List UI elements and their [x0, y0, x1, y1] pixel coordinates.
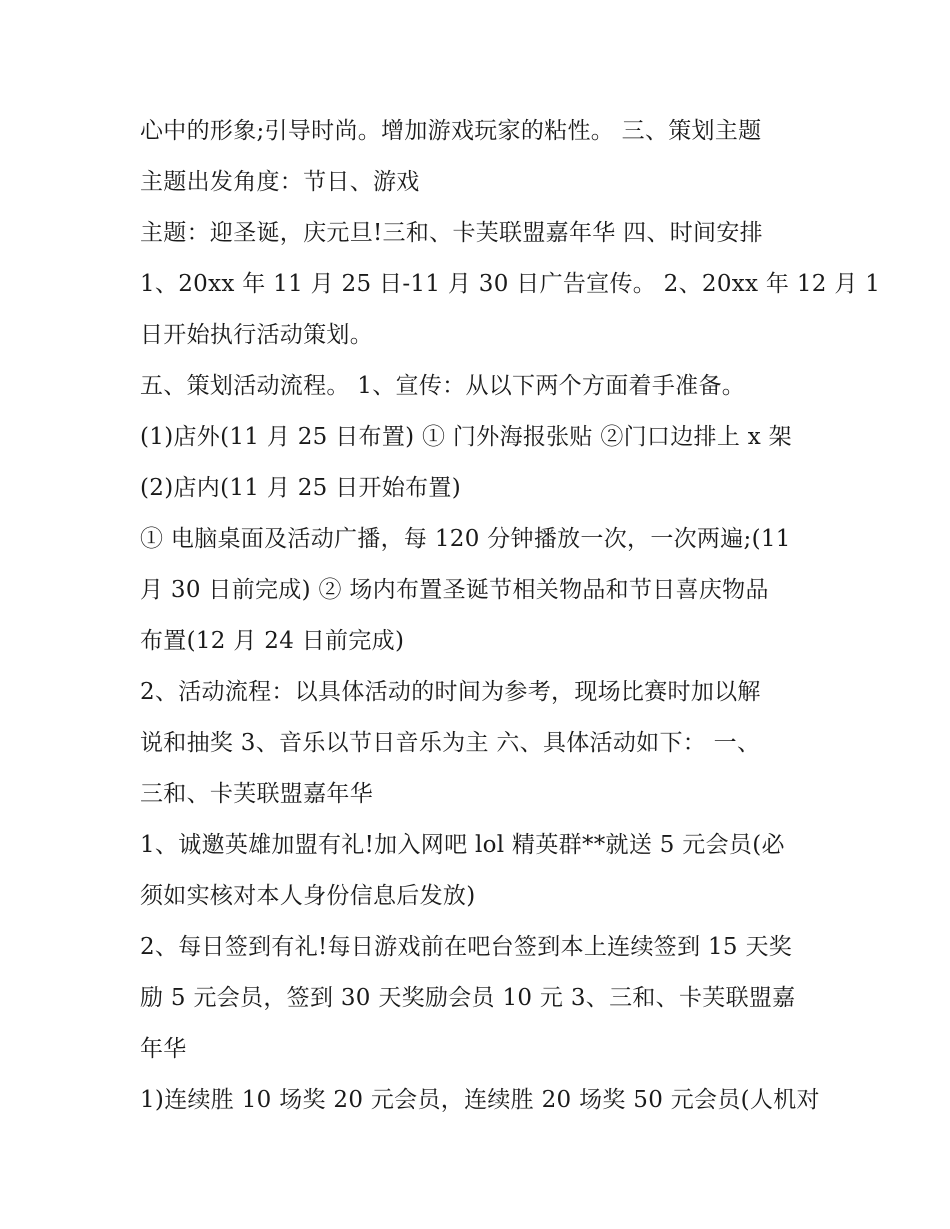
- text-line: 须如实核对本人身份信息后发放): [140, 883, 476, 909]
- text-line: 月 30 日前完成) ② 场内布置圣诞节相关物品和节日喜庆物品: [140, 577, 769, 603]
- text-line: 三和、卡芙联盟嘉年华: [140, 781, 373, 807]
- text-line: 1)连续胜 10 场奖 20 元会员，连续胜 20 场奖 50 元会员(人机对: [140, 1087, 820, 1113]
- text-line: 1、20xx 年 11 月 25 日-11 月 30 日广告宣传。 2、20xx 年 12 月 1: [140, 271, 881, 297]
- text-line: 心中的形象;引导时尚。增加游戏玩家的粘性。 三、策划主题: [140, 118, 762, 144]
- text-line: 1、诚邀英雄加盟有礼!加入网吧 lol 精英群**就送 5 元会员(必: [140, 832, 785, 858]
- text-line: 说和抽奖 3、音乐以节日音乐为主 六、具体活动如下： 一、: [140, 730, 761, 756]
- text-line: 2、每日签到有礼!每日游戏前在吧台签到本上连续签到 15 天奖: [140, 934, 793, 960]
- document-body: [140, 106, 881, 1126]
- text-line: (2)店内(11 月 25 日开始布置): [140, 475, 461, 501]
- text-line: 五、策划活动流程。 1、宣传：从以下两个方面着手准备。: [140, 373, 746, 399]
- text-line: 日开始执行活动策划。: [140, 322, 373, 348]
- text-line: 主题出发角度：节日、游戏: [140, 169, 420, 195]
- text-line: (1)店外(11 月 25 日布置) ① 门外海报张贴 ②门口边排上 x 架: [140, 424, 792, 450]
- text-line: 2、活动流程：以具体活动的时间为参考，现场比赛时加以解: [140, 679, 761, 705]
- text-line: 年华: [140, 1036, 187, 1062]
- text-line: 布置(12 月 24 日前完成): [140, 628, 405, 654]
- text-line: 主题：迎圣诞，庆元旦!三和、卡芙联盟嘉年华 四、时间安排: [140, 220, 763, 246]
- text-line: 励 5 元会员，签到 30 天奖励会员 10 元 3、三和、卡芙联盟嘉: [140, 985, 796, 1011]
- text-line: ① 电脑桌面及活动广播，每 120 分钟播放一次，一次两遍;(11: [140, 526, 791, 552]
